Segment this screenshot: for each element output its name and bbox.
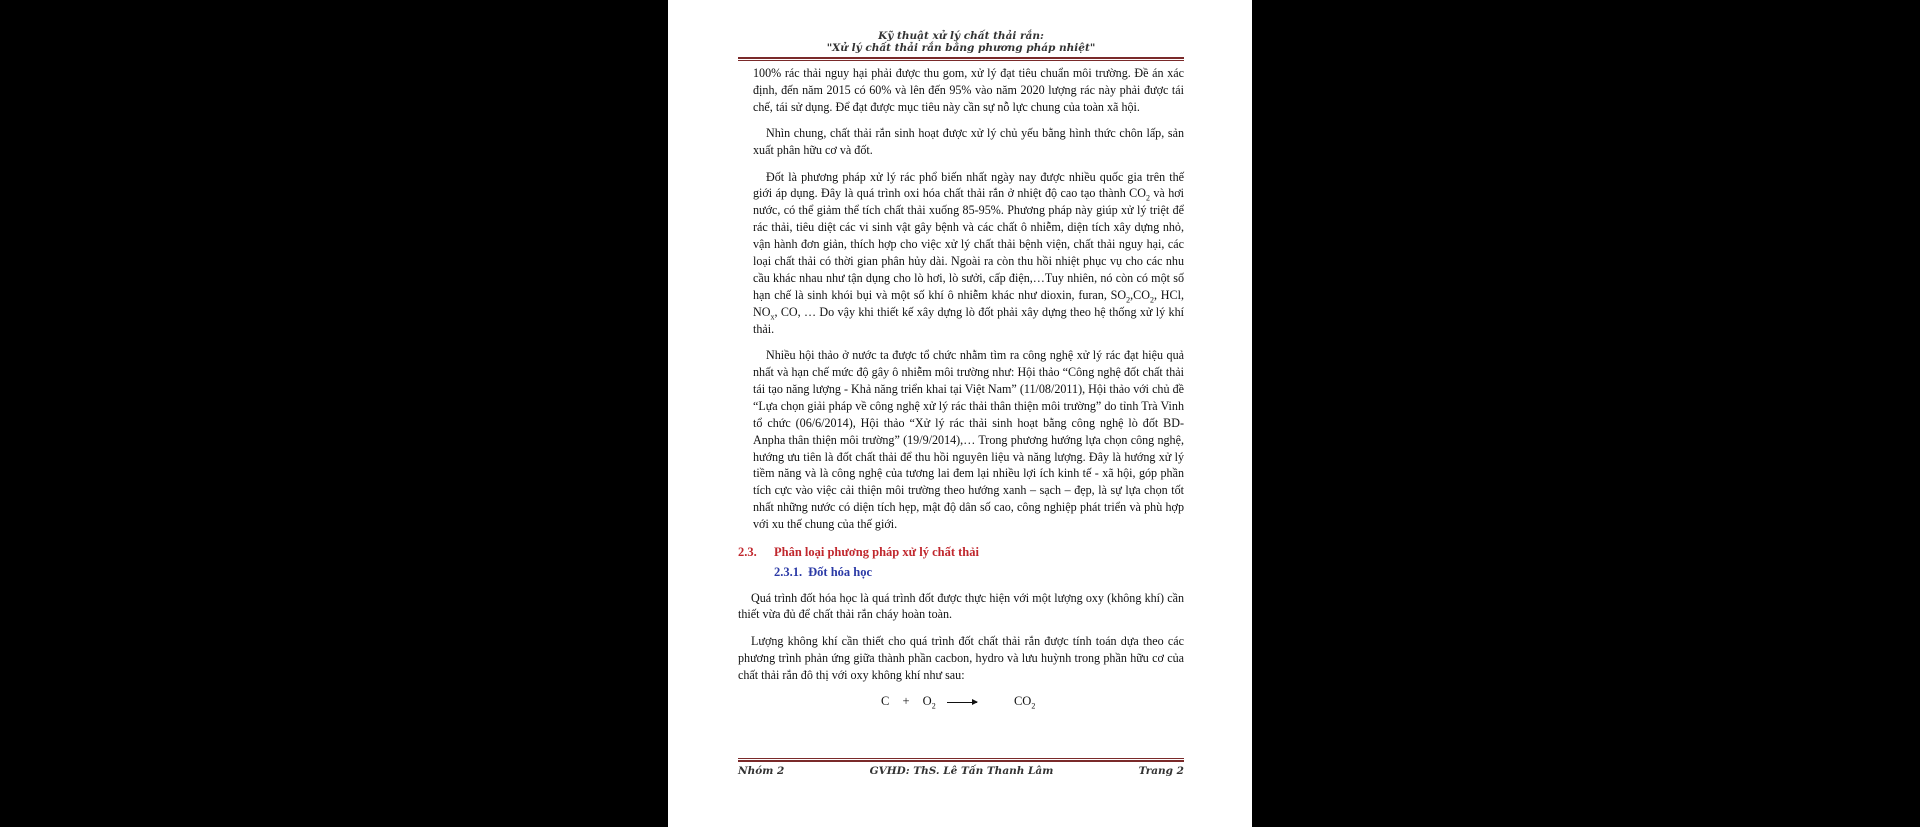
header-line-1: Kỹ thuật xử lý chất thải rắn: xyxy=(878,30,1044,42)
equation-product: $CO_2$ xyxy=(1013,694,1036,711)
paragraph: Nhìn chung, chất thải rắn sinh hoạt được xử lý chủ yếu bằng hình thức chôn lấp, sản xuất phân hữu cơ và đốt. xyxy=(753,126,1184,158)
page-footer xyxy=(738,757,1184,777)
footer-page-number: Trang 2 xyxy=(1138,765,1184,777)
section-heading xyxy=(738,543,1184,561)
footer-advisor: GVHD: ThS. Lê Tấn Thanh Lâm xyxy=(869,765,1054,777)
header-rule-thin xyxy=(738,60,1184,61)
page-content xyxy=(738,30,1184,820)
reaction-arrow-icon xyxy=(947,702,977,703)
equation-reactant-2: $O_2$ xyxy=(922,694,936,711)
subsection-title: Đốt hóa học xyxy=(808,564,873,579)
document-page xyxy=(668,0,1252,827)
paragraph: 100% rác thải nguy hại phải được thu gom, xử lý đạt tiêu chuẩn môi trường. Đề án xác định, đến năm 2015 có 60% và lên đến 95% vào năm 2020 lượng rác này phải được tái chế, tái sử dụng. Để đạt được mục tiêu này cần sự nỗ lực chung của toàn xã hội. xyxy=(753,66,1184,114)
equation-plus: + xyxy=(902,694,910,709)
footer-rule-thin xyxy=(738,758,1184,759)
paragraph: Đốt là phương pháp xử lý rác phổ biến nhất ngày nay được nhiều quốc gia trên thế giới áp dụng. Đây là quá trình oxi hóa chất thải rắn ở nhiệt độ cao tạo thành $CO_2$ và hơi nước, có thể giảm thể tích chất thải xuống 85-95%. Phương pháp này giúp xử lý triệt để rác thải, tiêu diệt các vi sinh vật gây bệnh và các chất ô nhiễm, diện tích xây dựng nhỏ, vận hành đơn giản, thích hợp cho việc xử lý chất thải bệnh viện, chất thải nguy hại, các loại chất thải có thời gian phân hủy dài. Ngoài ra còn thu hồi nhiệt phục vụ cho các nhu cầu khác nhau như tận dụng cho lò hơi, lò sưởi, cấp điện,…Tuy nhiên, nó còn có một số hạn chế là sinh khói bụi và một số khí ô nhiễm khác như dioxin, furan, $SO_2,CO_2$, HCl, $NO_x$, CO, … Do vậy khi thiết kế xây dựng lò đốt phải xây dựng theo hệ thống xử lý khí thải. xyxy=(753,169,1184,336)
paragraph: Quá trình đốt hóa học là quá trình đốt được thực hiện với một lượng oxy (không khí) cần thiết vừa đủ để chất thải rắn cháy hoàn toàn. xyxy=(738,590,1184,622)
paragraph: Lượng không khí cần thiết cho quá trình đốt chất thải rắn được tính toán dựa theo các phương trình phản ứng giữa thành phần cacbon, hydro và lưu huỳnh trong phần hữu cơ của chất thải rắn đô thị với oxy không khí như sau: xyxy=(738,633,1184,682)
chemical-equation xyxy=(881,693,1184,709)
running-header xyxy=(738,30,1184,54)
footer-rule xyxy=(738,760,1184,762)
subsection-number: 2.3.1. xyxy=(774,564,803,579)
paragraph: Nhiều hội thảo ở nước ta được tổ chức nhằm tìm ra công nghệ xử lý rác đạt hiệu quả nhất và hạn chế mức độ gây ô nhiễm môi trường như: Hội thảo “Công nghệ đốt chất thải tái tạo năng lượng - Khả năng triển khai tại Việt Nam” (11/08/2011), Hội thảo với chủ đề “Lựa chọn giải pháp về công nghệ xử lý rác thải thân thiện môi trường” do tỉnh Trà Vinh tổ chức (06/6/2014), Hội thảo “Xử lý rác thải sinh hoạt bằng công nghệ lò đốt BD-Anpha thân thiện môi trường” (19/9/2014),… Trong phương hướng lựa chọn công nghệ, hướng ưu tiên là đốt chất thải để thu hồi nguyên liệu và năng lượng. Đây là hướng xử lý tiềm năng và là công nghệ của tương lai đem lại nhiều lợi ích kinh tế - xã hội, góp phần tích cực vào việc cải thiện môi trường theo hướng xanh – sạch – đẹp, là sự lựa chọn tốt nhất những nước có diện tích hẹp, mật độ dân số cao, công nghiệp phát triển và phù hợp với xu thế chung của thế giới. xyxy=(753,348,1184,532)
section-number: 2.3. xyxy=(738,544,757,559)
footer-group: Nhóm 2 xyxy=(738,765,785,777)
equation-reactant-1: C xyxy=(881,694,890,709)
document-body xyxy=(738,65,1184,709)
section-title: Phân loại phương pháp xử lý chất thải xyxy=(774,544,979,559)
subsection-heading xyxy=(774,563,1184,581)
header-line-2: "Xử lý chất thải rắn bằng phương pháp nhiệt" xyxy=(826,42,1096,54)
header-rule xyxy=(738,57,1184,59)
